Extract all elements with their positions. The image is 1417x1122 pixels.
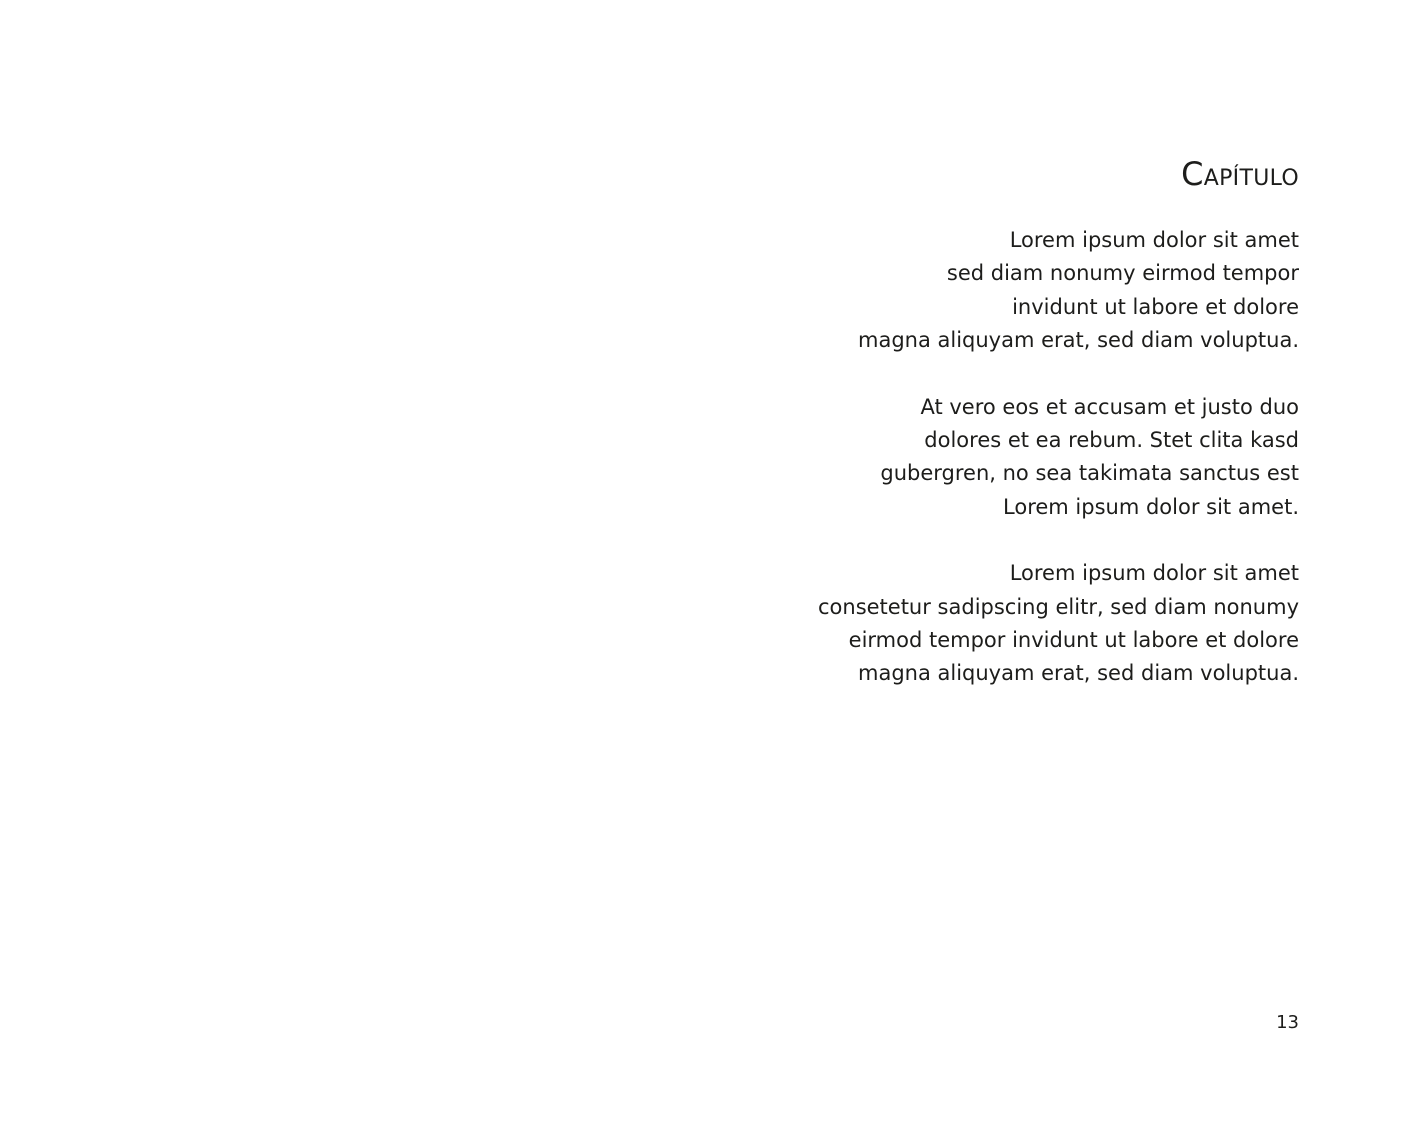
- verse-line: sed diam nonumy eirmod tempor: [946, 261, 1299, 286]
- stanza-2: [659, 391, 1299, 525]
- chapter-text-block: [659, 152, 1299, 724]
- stanza-3: [659, 557, 1299, 691]
- chapter-title: Capítulo: [1181, 155, 1299, 193]
- verse-line: gubergren, no sea takimata sanctus est: [880, 461, 1299, 486]
- verse-line: dolores et ea rebum. Stet clita kasd: [924, 428, 1299, 453]
- verse-line: eirmod tempor invidunt ut labore et dolore: [848, 628, 1299, 653]
- verse-line: magna aliquyam erat, sed diam voluptua.: [858, 661, 1299, 686]
- verse-line: invidunt ut labore et dolore: [1012, 294, 1299, 319]
- verse-line: Lorem ipsum dolor sit amet.: [1003, 494, 1299, 519]
- verse-line: Lorem ipsum dolor sit amet: [1009, 561, 1299, 586]
- verse-line: magna aliquyam erat, sed diam voluptua.: [858, 328, 1299, 353]
- verse-line: consetetur sadipscing elitr, sed diam nonumy: [817, 594, 1299, 619]
- verse-line: At vero eos et accusam et justo duo: [920, 394, 1299, 419]
- verse-line: Lorem ipsum dolor sit amet: [1009, 228, 1299, 252]
- stanza-1: [659, 224, 1299, 358]
- page-number: 13: [1276, 1012, 1299, 1033]
